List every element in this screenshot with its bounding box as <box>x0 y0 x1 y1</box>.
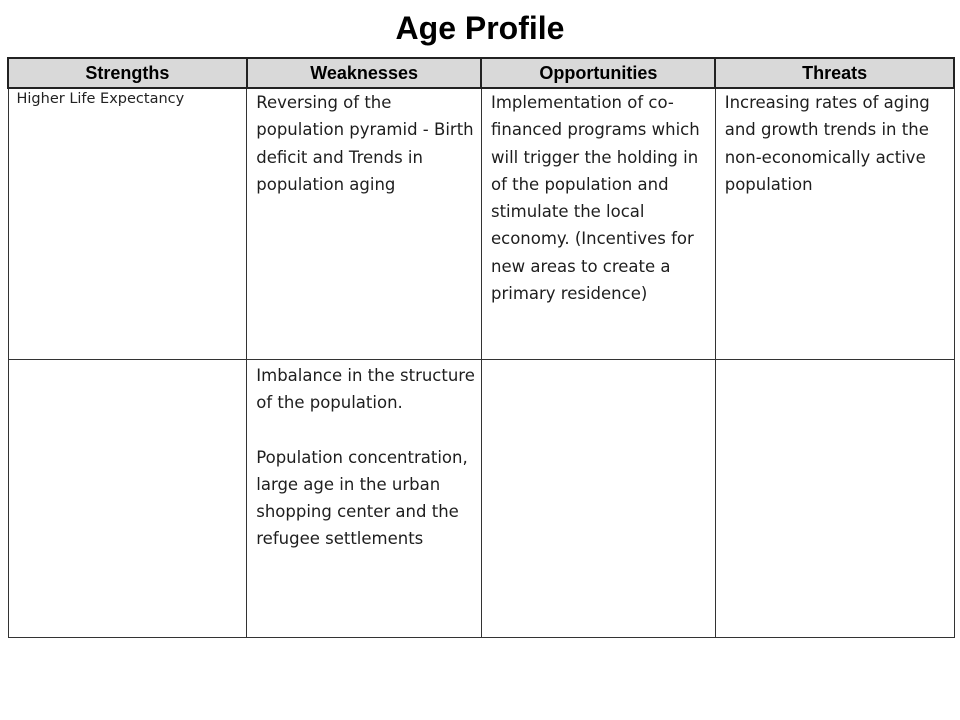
cell-threats: Increasing rates of aging and growth trends in the non-economically active population <box>715 88 954 360</box>
page-title: Age Profile <box>395 10 565 46</box>
swot-table <box>7 57 955 638</box>
header-opportunities: Opportunities <box>481 58 715 88</box>
cell-strengths: Higher Life Expectancy <box>8 88 247 360</box>
header-threats: Threats <box>715 58 954 88</box>
header-weaknesses: Weaknesses <box>247 58 482 88</box>
header-row <box>8 58 954 88</box>
table-row <box>8 360 954 638</box>
cell-opportunities: Implementation of co-financed programs which will trigger the holding in of the population and stimulate the local economy. (Incentives for new areas to create a primary residence) <box>481 88 715 360</box>
cell-strengths <box>8 360 247 638</box>
cell-threats <box>715 360 954 638</box>
cell-opportunities <box>481 360 715 638</box>
table-row <box>8 88 954 360</box>
cell-weaknesses <box>247 360 482 638</box>
cell-weaknesses: Reversing of the population pyramid - Birth deficit and Trends in population aging <box>247 88 482 360</box>
weakness-paragraph: Population concentration, large age in the urban shopping center and the refugee settlements <box>256 447 468 549</box>
header-strengths: Strengths <box>8 58 247 88</box>
weakness-paragraph: Imbalance in the structure of the population. <box>256 366 475 413</box>
